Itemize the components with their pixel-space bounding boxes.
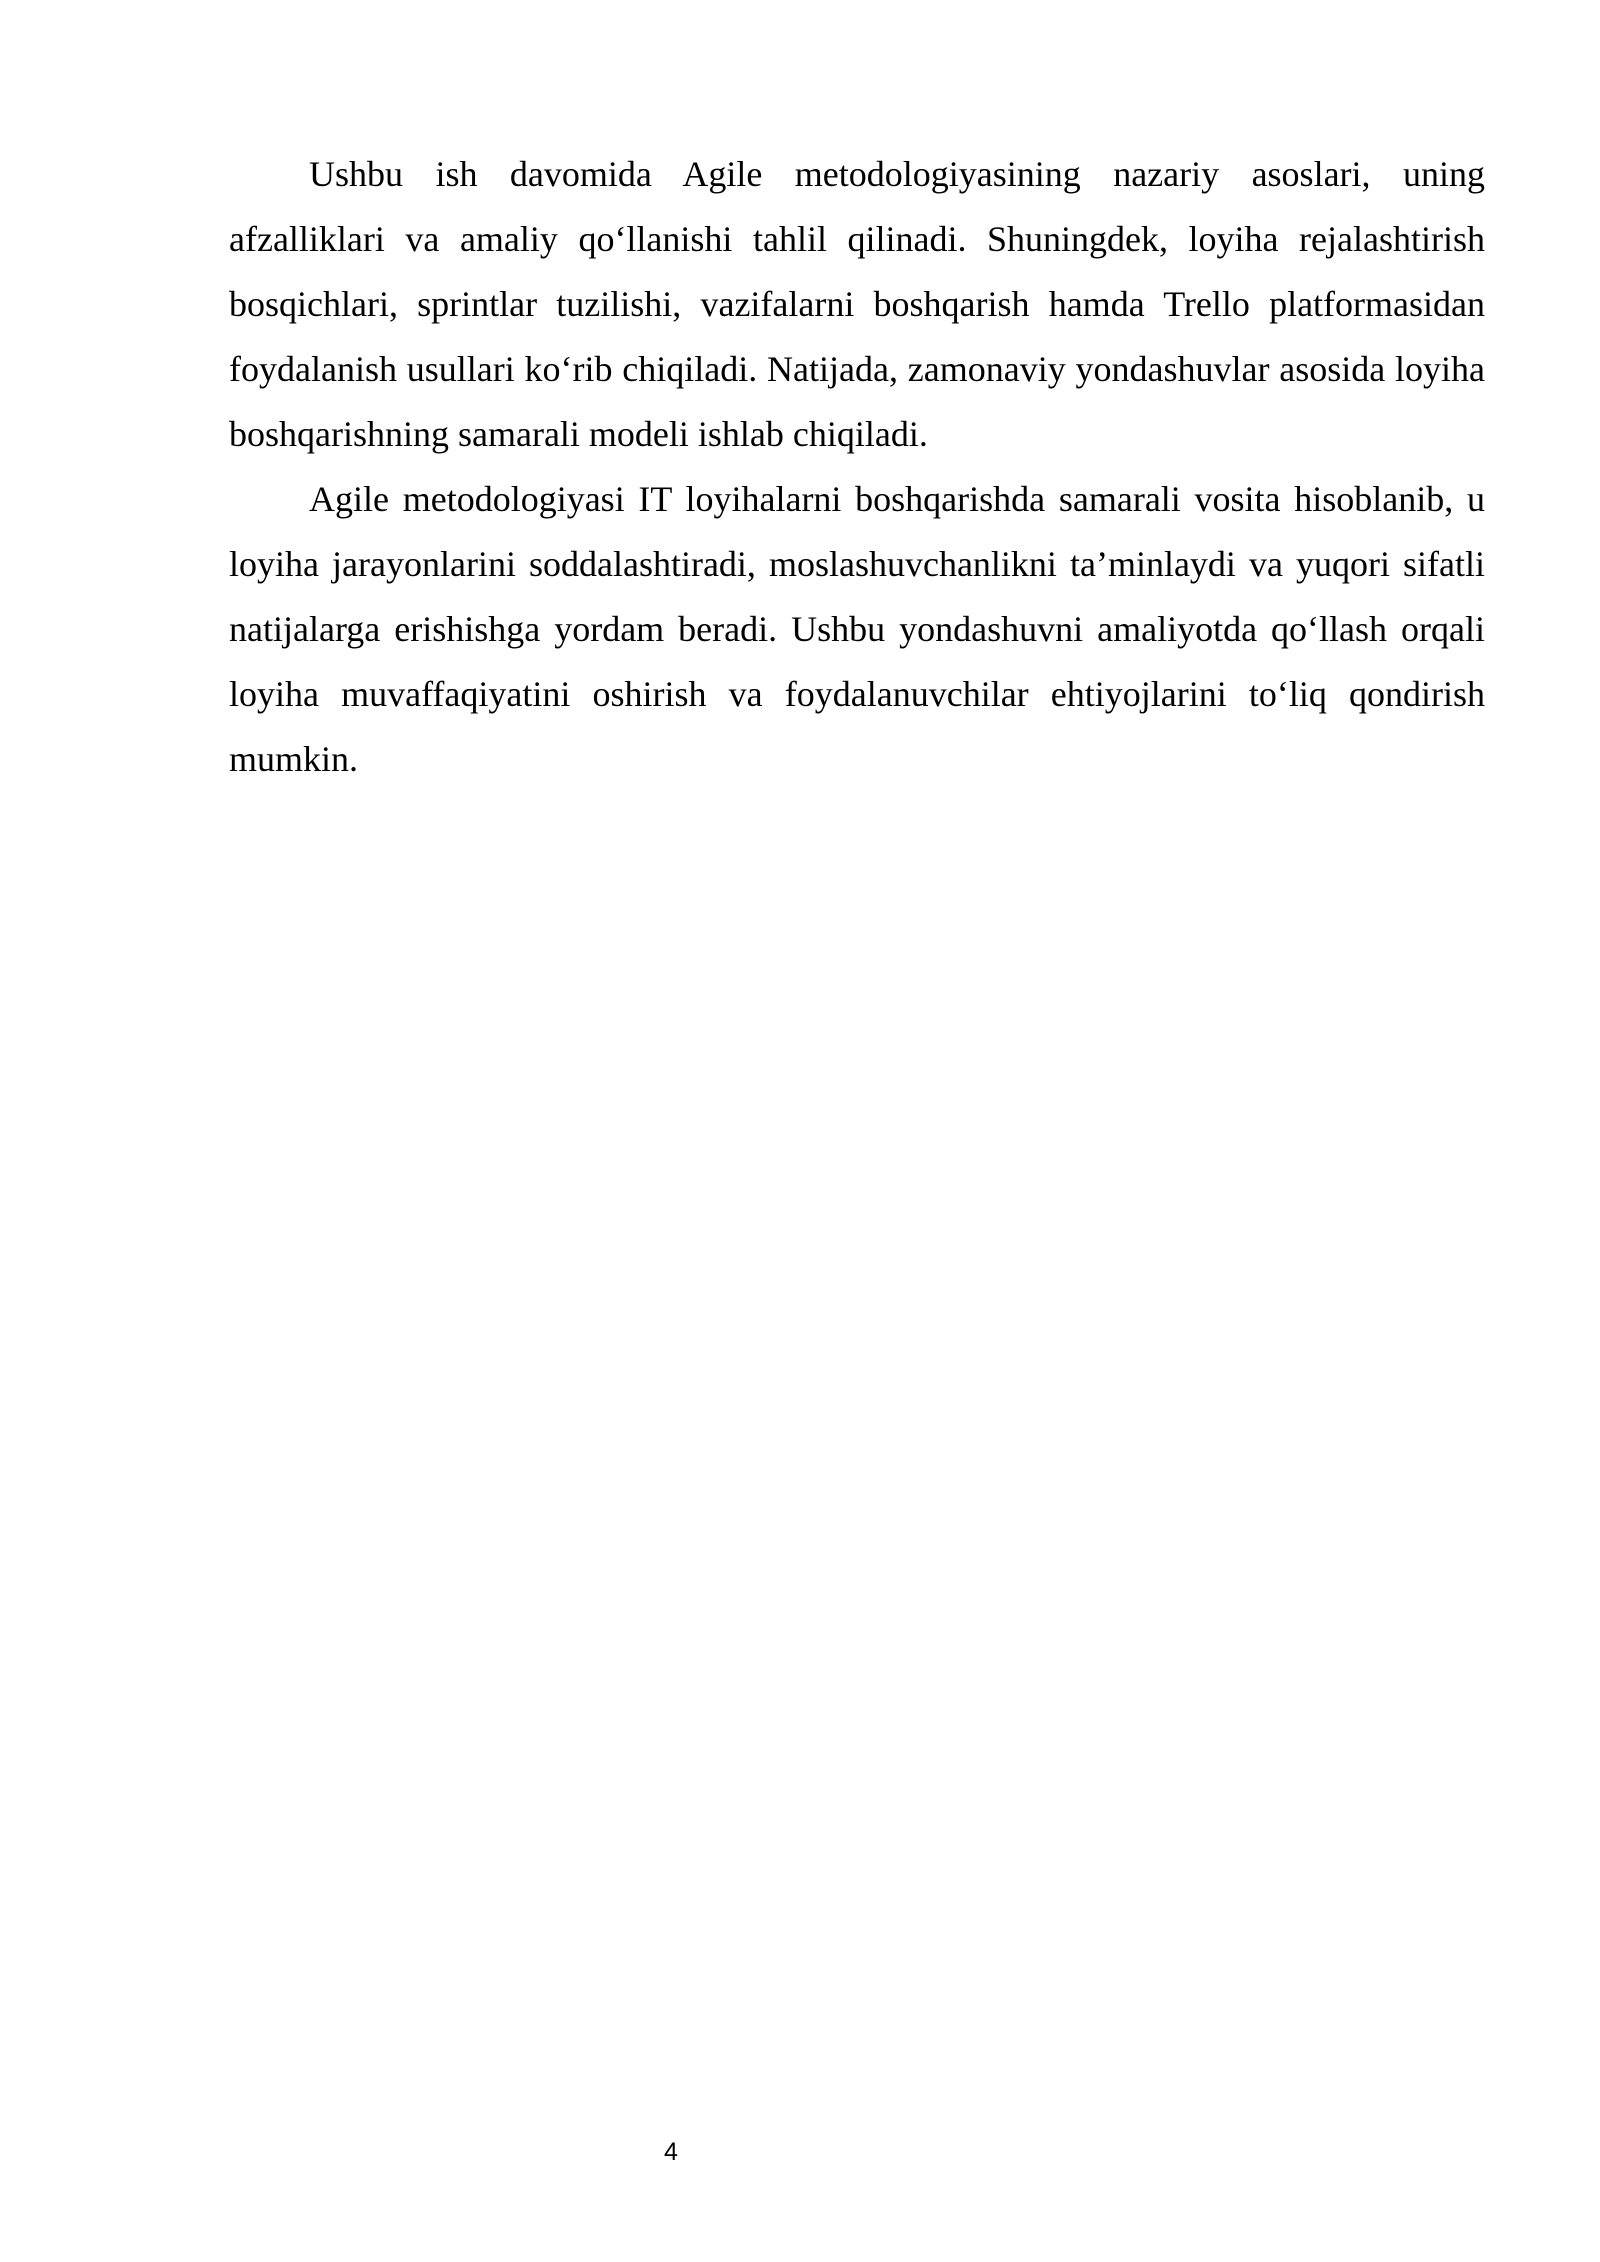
paragraph-1: Ushbu ish davomida Agile metodologiyasining nazariy asoslari, uning afzalliklari va amaliy qo‘llanishi tahlil qilinadi. Shuningdek, loyiha rejalashtirish bosqichlari, sprintlar tuzilishi, vazifalarni boshqarish hamda Trello platformasidan foydalanish usullari ko‘rib chiqiladi. Natijada, zamonaviy yondashuvlar asosida loyiha boshqarishning samarali modeli ishlab chiqiladi. bbox=[229, 154, 1485, 454]
page-number: 4 bbox=[664, 2138, 678, 2166]
document-body bbox=[229, 142, 1485, 792]
paragraph-2: Agile metodologiyasi IT loyihalarni boshqarishda samarali vosita hisoblanib, u loyiha jarayonlarini soddalashtiradi, moslashuvchanlikni ta’minlaydi va yuqori sifatli natijalarga erishishga yordam beradi. Ushbu yondashuvni amaliyotda qo‘llash orqali loyiha muvaffaqiyatini oshirish va foydalanuvchilar ehtiyojlarini to‘liq qondirish mumkin. bbox=[229, 479, 1485, 779]
